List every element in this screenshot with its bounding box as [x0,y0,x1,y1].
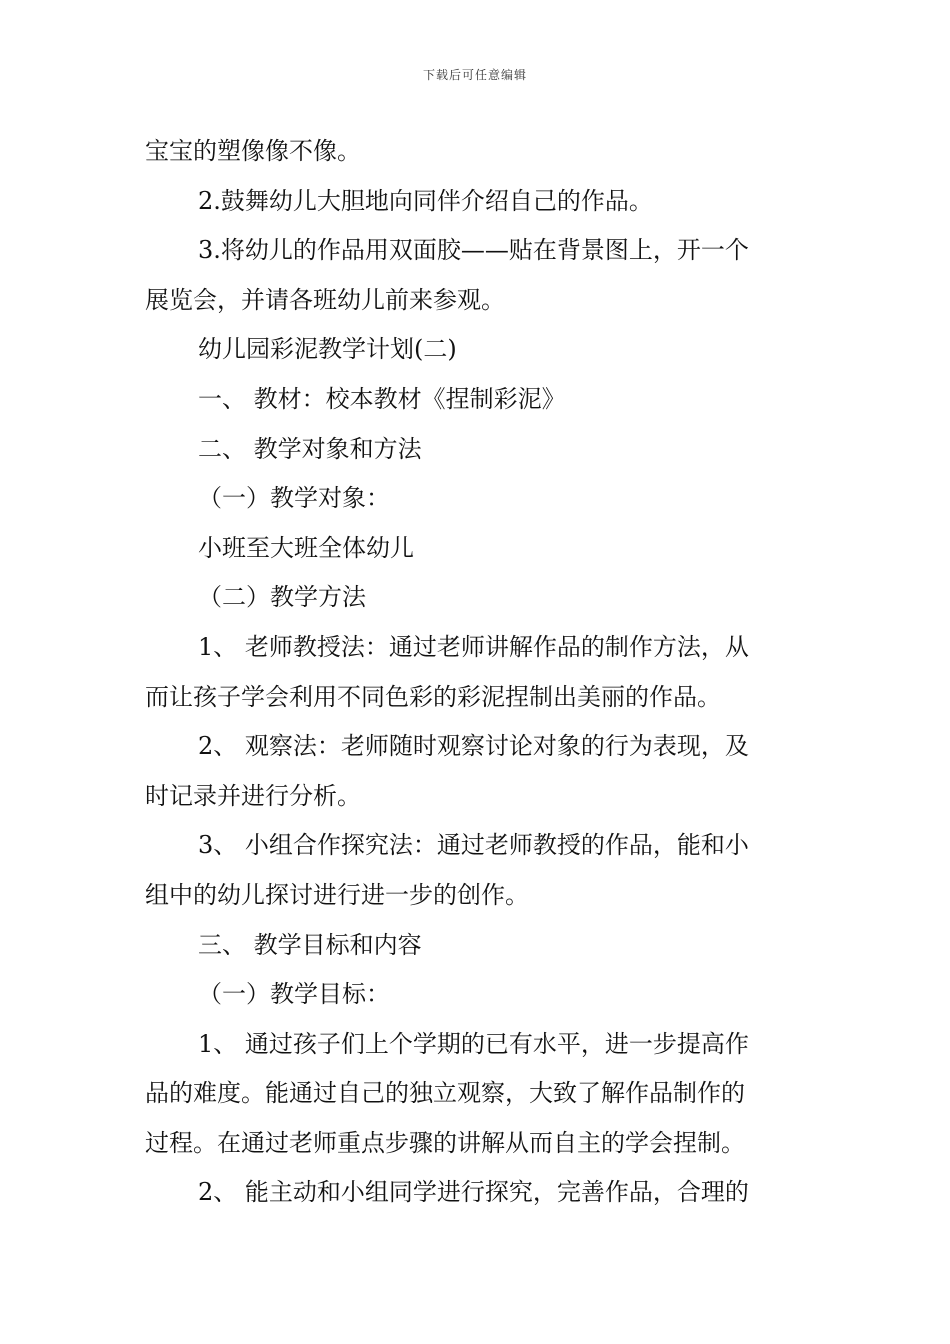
text-line: 而让孩子学会利用不同色彩的彩泥捏制出美丽的作品。 [145,682,721,711]
text-line: 2、 观察法：老师随时观察讨论对象的行为表现，及 [198,732,749,761]
text-line: 二、 教学对象和方法 [198,434,422,463]
text-line: 时记录并进行分析。 [145,781,361,810]
text-line: 3、 小组合作探究法：通过老师教授的作品，能和小 [198,831,749,860]
text-line: 组中的幼儿探讨进行进一步的创作。 [145,880,529,909]
document-body [145,127,815,1218]
text-line: 品的难度。能通过自己的独立观察，大致了解作品制作的 [145,1079,745,1108]
text-line: 三、 教学目标和内容 [198,930,422,959]
text-line: 1、 老师教授法：通过老师讲解作品的制作方法，从 [198,632,749,661]
text-line: 2、 能主动和小组同学进行探究，完善作品，合理的 [198,1178,749,1207]
text-line: 展览会，并请各班幼儿前来参观。 [145,285,505,314]
page-header: 下载后可任意编辑 [422,68,527,82]
text-line: 过程。在通过老师重点步骤的讲解从而自主的学会捏制。 [145,1128,745,1157]
text-line: 小班至大班全体幼儿 [198,533,414,562]
text-line: 1、 通过孩子们上个学期的已有水平，进一步提高作 [198,1029,749,1058]
text-line: 3.将幼儿的作品用双面胶——贴在背景图上，开一个 [198,236,749,265]
text-line: （一）教学对象： [198,484,390,513]
text-line: 一、 教材：校本教材《捏制彩泥》 [198,384,566,413]
text-line: 2.鼓舞幼儿大胆地向同伴介绍自己的作品。 [198,186,653,215]
text-line: 幼儿园彩泥教学计划(二) [198,335,457,364]
text-line: 宝宝的塑像像不像。 [145,137,361,165]
text-line: （一）教学目标： [198,980,390,1009]
paragraph-lines [145,127,815,1218]
text-line: （二）教学方法 [198,583,366,612]
